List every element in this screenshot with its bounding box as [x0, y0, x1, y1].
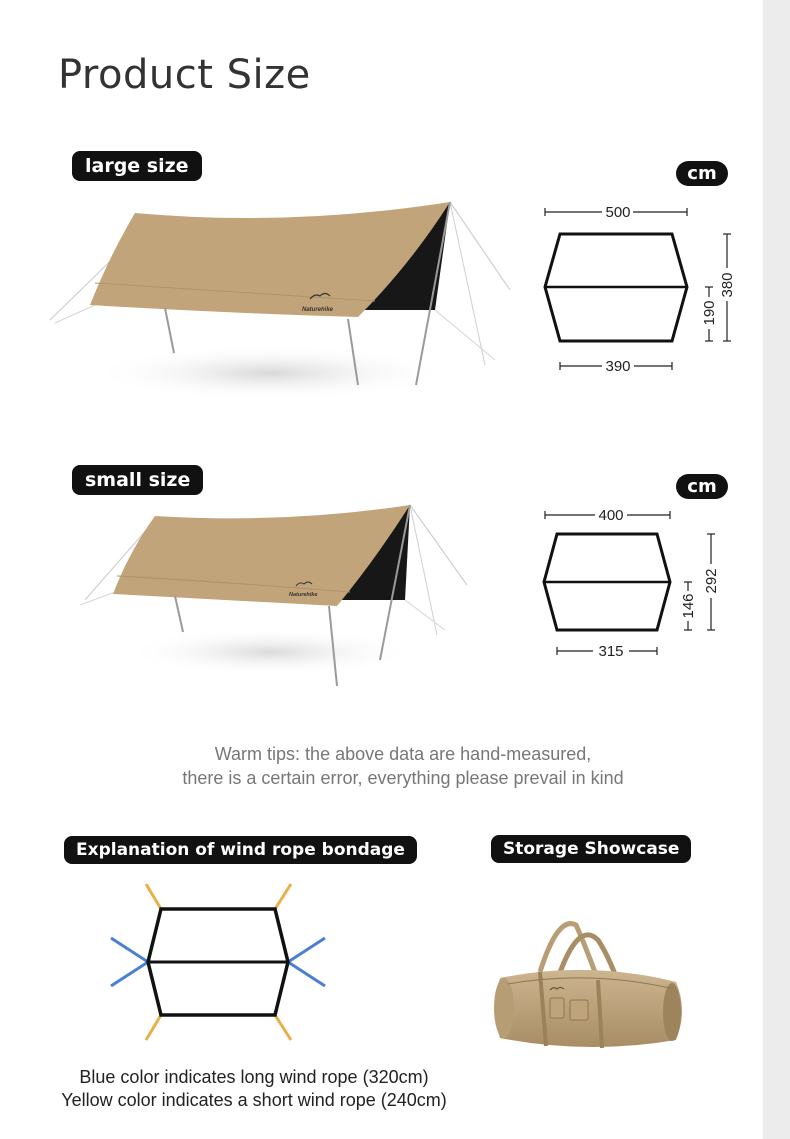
- short-rope-top-left: [146, 884, 161, 909]
- wind-rope-legend: [0, 1066, 508, 1112]
- side-strip: [763, 0, 790, 1139]
- small-height-outer-value: 292: [703, 568, 720, 594]
- legend-long-rope: Blue color indicates long wind rope (320cm): [79, 1067, 429, 1087]
- long-rope-left-lower: [111, 962, 148, 986]
- warm-tips: [0, 742, 790, 790]
- small-tent-image: [75, 500, 475, 700]
- long-rope-right-lower: [288, 962, 325, 986]
- warm-tips-line-2: there is a certain error, everything please prevail in kind: [182, 768, 624, 788]
- svg-text:Naturehike: Naturehike: [302, 307, 334, 313]
- page-title: Product Size: [58, 52, 311, 98]
- wind-rope-label: Explanation of wind rope bondage: [64, 836, 417, 864]
- large-size-label: large size: [72, 151, 202, 181]
- small-unit-badge: cm: [676, 474, 728, 499]
- wind-rope-diagram: [100, 875, 340, 1050]
- short-rope-bottom-right: [275, 1015, 291, 1040]
- long-rope-left-upper: [111, 938, 148, 962]
- warm-tips-line-1: Warm tips: the above data are hand-measured,: [214, 744, 592, 764]
- storage-bag-image: [488, 920, 688, 1055]
- short-rope-bottom-left: [146, 1015, 161, 1040]
- svg-text:Naturehike: Naturehike: [289, 592, 318, 598]
- long-rope-right-upper: [288, 938, 325, 962]
- large-height-outer-value: 380: [719, 272, 736, 298]
- small-size-label: small size: [72, 465, 203, 495]
- large-dimension-diagram: [535, 195, 745, 385]
- legend-short-rope: Yellow color indicates a short wind rope (240cm): [61, 1090, 447, 1110]
- small-width-top-value: 400: [598, 507, 624, 524]
- small-width-bottom-value: 315: [598, 643, 624, 660]
- small-height-inner-value: 146: [680, 593, 697, 619]
- large-unit-badge: cm: [676, 161, 728, 186]
- storage-label: Storage Showcase: [491, 835, 691, 863]
- large-width-bottom-value: 390: [605, 358, 631, 375]
- large-width-top-value: 500: [605, 204, 631, 221]
- large-height-inner-value: 190: [701, 300, 718, 326]
- large-tent-image: [40, 195, 520, 430]
- small-dimension-diagram: [535, 500, 745, 670]
- short-rope-top-right: [275, 884, 291, 909]
